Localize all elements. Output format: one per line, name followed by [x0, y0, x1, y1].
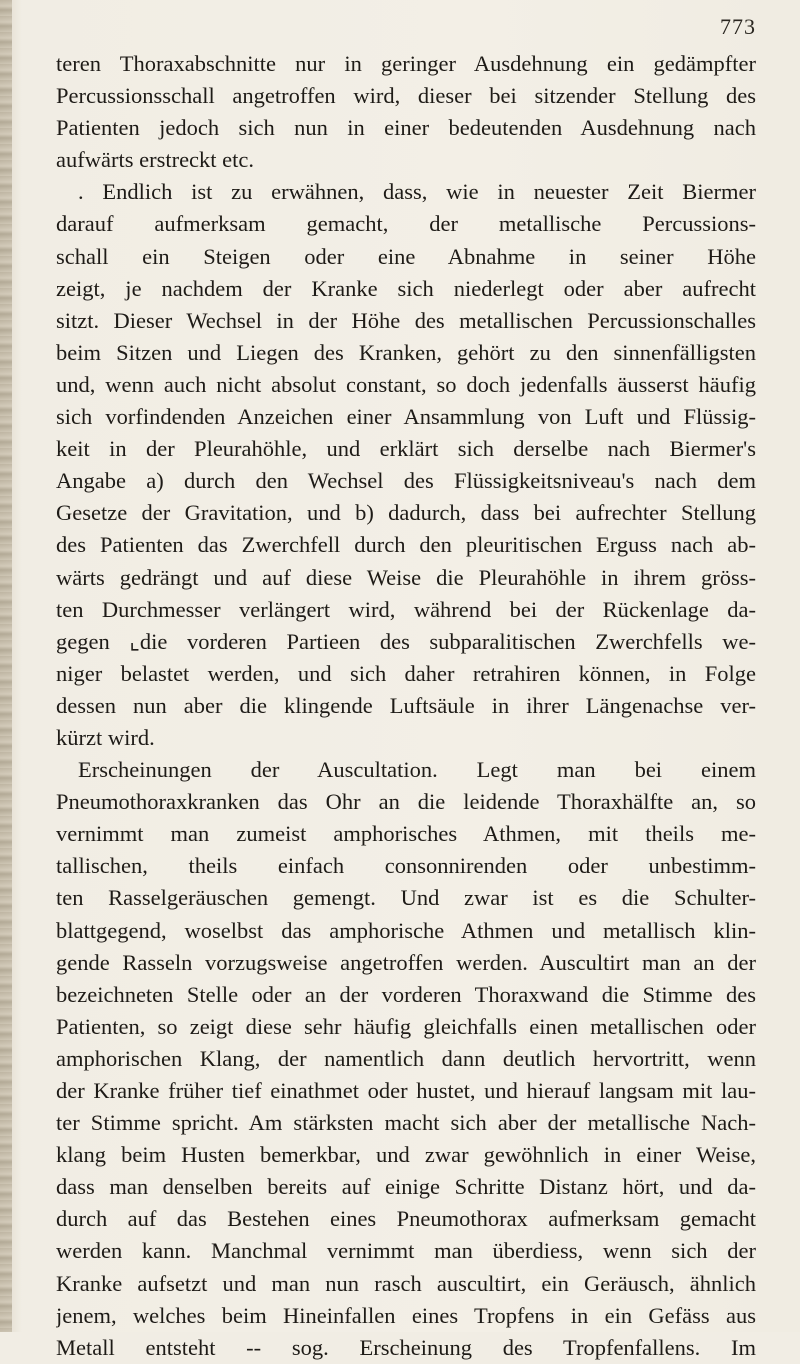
- text-line: blattgegend, woselbst das amphorische Athmen und metallisch klin-: [56, 917, 756, 943]
- text-line: des Patienten das Zwerchfell durch den pleuritischen Erguss nach ab-: [56, 532, 756, 558]
- page-binding-edge: [0, 0, 12, 1332]
- section-heading-line: Erscheinungen der Auscultation. Legt man bei einem: [78, 757, 756, 783]
- text-line: ten Rasselgeräuschen gemengt. Und zwar ist es die Schulter-: [56, 885, 756, 911]
- text-line: Gesetze der Gravitation, und b) dadurch, dass bei aufrechter Stellung: [56, 500, 756, 526]
- text-line: tallischen, theils einfach consonnirenden oder unbestimm-: [56, 853, 756, 879]
- text-line: . Endlich ist zu erwähnen, dass, wie in neuester Zeit Biermer: [78, 179, 756, 205]
- text-line: dessen nun aber die klingende Luftsäule in ihrer Längenachse ver-: [56, 692, 756, 718]
- text-line: vernimmt man zumeist amphorisches Athmen, mit theils me-: [56, 821, 756, 847]
- text-line: ter Stimme spricht. Am stärksten macht sich aber der metallische Nach-: [56, 1110, 756, 1136]
- text-line: aufwärts erstreckt etc.: [56, 147, 255, 173]
- text-line: jenem, welches beim Hineinfallen eines Tropfens in ein Gefäss aus: [56, 1302, 756, 1328]
- text-line: Percussionsschall angetroffen wird, dieser bei sitzender Stellung des: [56, 83, 756, 109]
- text-line: klang beim Husten bemerkbar, und zwar gewöhnlich in einer Weise,: [56, 1142, 756, 1168]
- text-line: gegen ⌞die vorderen Partieen des subparalitischen Zwerchfells we-: [56, 628, 756, 654]
- text-line: beim Sitzen und Liegen des Kranken, gehört zu den sinnenfälligsten: [56, 339, 756, 365]
- text-line: wärts gedrängt und auf diese Weise die Pleurahöhle in ihrem gröss-: [56, 564, 756, 590]
- text-line: kürzt wird.: [56, 724, 155, 750]
- text-line: Kranke aufsetzt und man nun rasch auscultirt, ein Geräusch, ähnlich: [56, 1270, 756, 1296]
- text-line: bezeichneten Stelle oder an der vorderen Thoraxwand die Stimme des: [56, 981, 756, 1007]
- text-line: sich vorfindenden Anzeichen einer Ansammlung von Luft und Flüssig-: [56, 404, 756, 430]
- text-line: schall ein Steigen oder eine Abnahme in seiner Höhe: [56, 243, 756, 269]
- text-line: Pneumothoraxkranken das Ohr an die leidende Thoraxhälfte an, so: [56, 789, 756, 815]
- text-line: Patienten, so zeigt diese sehr häufig gleichfalls einen metallischen oder: [56, 1013, 756, 1039]
- text-line: gende Rasseln vorzugsweise angetroffen werden. Auscultirt man an der: [56, 949, 756, 975]
- text-line: und, wenn auch nicht absolut constant, so doch jedenfalls äusserst häufig: [56, 371, 756, 397]
- text-line: Angabe a) durch den Wechsel des Flüssigkeitsniveau's nach dem: [56, 468, 756, 494]
- text-line: werden kann. Manchmal vernimmt man überdiess, wenn sich der: [56, 1238, 756, 1264]
- text-line: keit in der Pleurahöhle, und erklärt sich derselbe nach Biermer's: [56, 436, 756, 462]
- text-line: niger belastet werden, und sich daher retrahiren können, in Folge: [56, 660, 756, 686]
- text-line: der Kranke früher tief einathmet oder hustet, und hierauf langsam mit lau-: [56, 1078, 756, 1103]
- text-line: darauf aufmerksam gemacht, der metallische Percussions-: [56, 211, 756, 237]
- text-line: Metall entsteht -- sog. Erscheinung des Tropfenfallens. Im: [56, 1334, 756, 1360]
- text-line: zeigt, je nachdem der Kranke sich niederlegt oder aber aufrecht: [56, 275, 756, 301]
- text-line: sitzt. Dieser Wechsel in der Höhe des metallischen Percussionschalles: [56, 307, 756, 333]
- page-number: 773: [720, 14, 756, 39]
- text-line: amphorischen Klang, der namentlich dann deutlich hervortritt, wenn: [56, 1045, 756, 1071]
- text-line: durch auf das Bestehen eines Pneumothorax aufmerksam gemacht: [56, 1206, 756, 1232]
- text-line: ten Durchmesser verlängert wird, während bei der Rückenlage da-: [56, 596, 756, 622]
- text-line: dass man denselben bereits auf einige Schritte Distanz hört, und da-: [56, 1174, 756, 1200]
- body-text: [56, 48, 756, 1364]
- text-line: teren Thoraxabschnitte nur in geringer Ausdehnung ein gedämpfter: [56, 51, 756, 76]
- text-line: Patienten jedoch sich nun in einer bedeutenden Ausdehnung nach: [56, 115, 756, 141]
